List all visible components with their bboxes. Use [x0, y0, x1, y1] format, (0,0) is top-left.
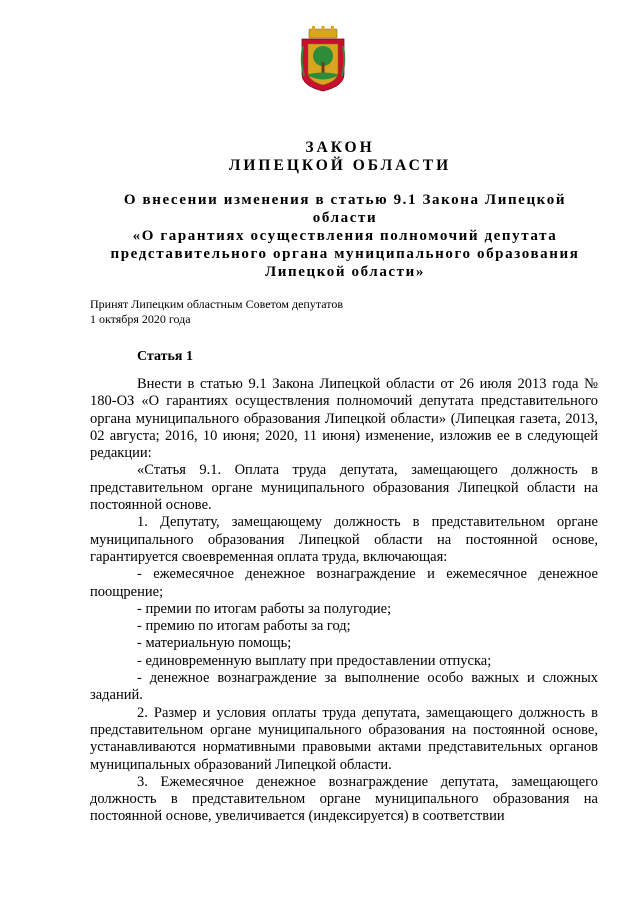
paragraph: Внести в статью 9.1 Закона Липецкой области от 26 июля 2013 года № 180-ОЗ «О гарантиях осуществления полномочий депутата представительного органа муниципального образования Липецкой области» (Липецкая газета, 2013, 02 августа; 2016, 10 июня; 2020, 11 июня) изменение, изложив ее в следующей редакции: [90, 376, 598, 462]
adoption-date: 1 октября 2020 года [90, 311, 191, 326]
paragraph: 3. Ежемесячное денежное вознаграждение депутата, замещающего должность в представительном органе муниципального образования на постоянной основе, увеличивается (индексируется) в соответствии [90, 773, 598, 825]
law-subject [92, 191, 598, 281]
paragraph: 2. Размер и условия оплаты труда депутата, замещающего должность в представительном органе муниципального образования на постоянной основе, устанавливаются нормативными правовыми актами представительных органов муниципальных образований Липецкой области. [90, 704, 598, 773]
lipetsk-coat-of-arms-icon [298, 26, 348, 92]
adoption-body: Принят Липецким областным Советом депутатов [90, 297, 344, 311]
law-region: ЛИПЕЦКОЙ ОБЛАСТИ [228, 157, 452, 174]
paragraph: «Статья 9.1. Оплата труда депутата, замещающего должность в представительном органе муниципального образования Липецкой области на постоянной основе. [90, 462, 598, 514]
list-item: - денежное вознаграждение за выполнение особо важных и сложных заданий. [90, 670, 598, 704]
article-heading: Статья 1 [137, 349, 193, 364]
adoption-info [90, 297, 490, 326]
list-item: - материальную помощь; [137, 635, 292, 652]
paragraph: 1. Депутату, замещающему должность в представительном органе муниципального образования Липецкой области на постоянной основе, гарантируется своевременная оплата труда, включающая: [90, 514, 598, 565]
subject-line: «О гарантиях осуществления полномочий депутата представительного органа муниципального образования Липецкой области» [110, 228, 580, 280]
subject-line: О внесении изменения в статью 9.1 Закона Липецкой области [123, 192, 567, 226]
list-item: - ежемесячное денежное вознаграждение и ежемесячное денежное поощрение; [90, 566, 598, 600]
list-item: - единовременную выплату при предоставлении отпуска; [137, 652, 492, 669]
article-body [90, 376, 598, 826]
list-item: - премию по итогам работы за год; [137, 618, 351, 635]
list-item: - премии по итогам работы за полугодие; [137, 600, 392, 617]
law-title: ЗАКОН [305, 139, 375, 156]
